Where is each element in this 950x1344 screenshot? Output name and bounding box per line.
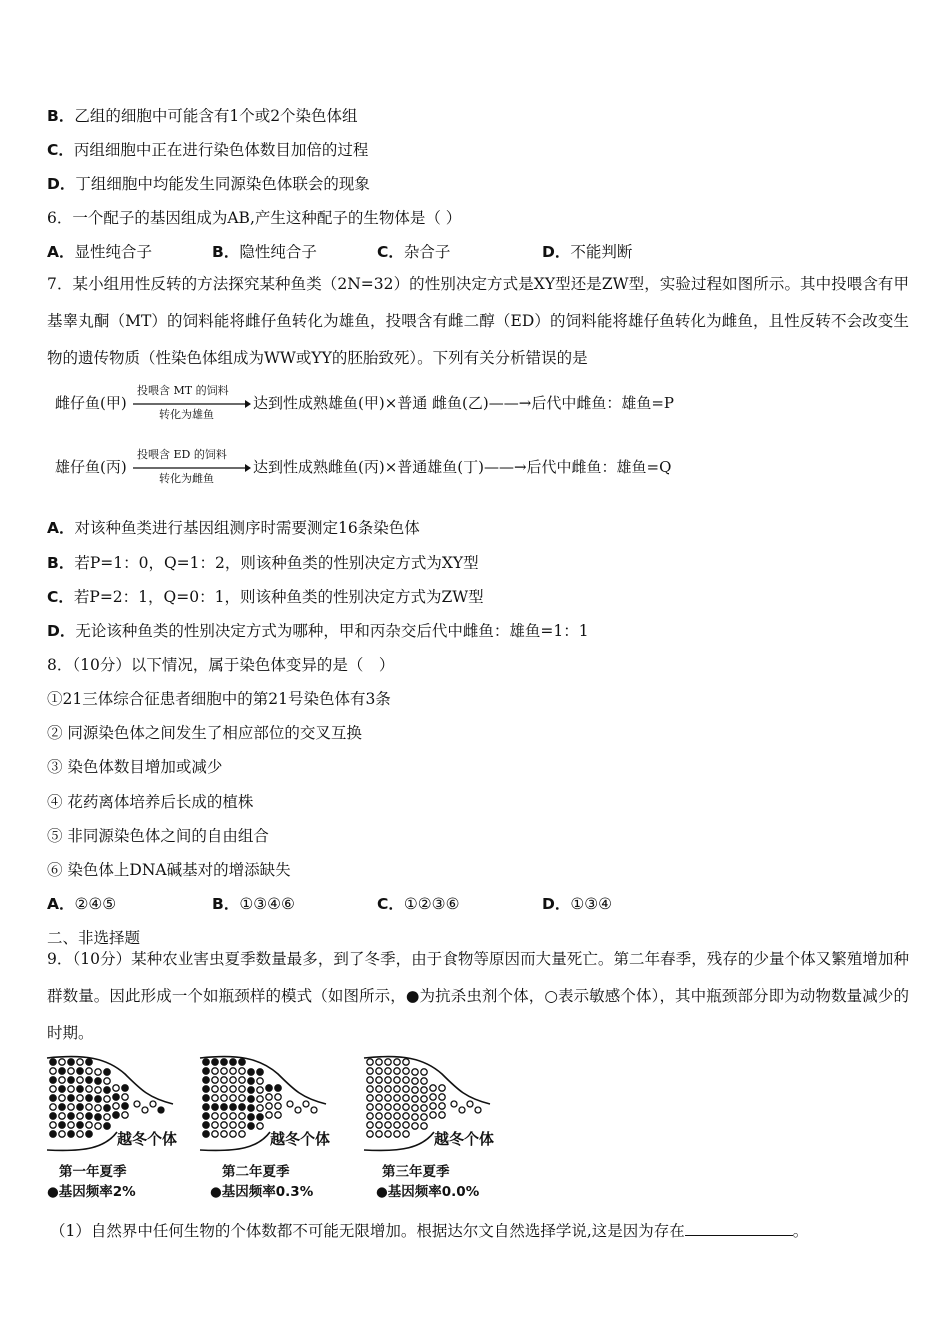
resistant-individual [59,1086,65,1092]
sensitive-individual [430,1085,436,1091]
sensitive-individual [275,1103,281,1109]
sensitive-individual [59,1131,65,1137]
resistant-individual [86,1059,92,1065]
sensitive-individual [385,1095,391,1101]
sensitive-individual [221,1086,227,1092]
sensitive-individual [77,1077,83,1083]
surviving-individual [303,1101,309,1107]
sensitive-individual [421,1096,427,1102]
answer-blank[interactable] [685,1223,793,1236]
sensitive-individual [59,1059,65,1065]
resistant-individual [248,1078,254,1084]
resistant-individual [203,1059,209,1065]
sensitive-individual [212,1095,218,1101]
sensitive-individual [394,1086,400,1092]
sensitive-individual [95,1069,101,1075]
resistant-individual [50,1095,56,1101]
resistant-individual [203,1122,209,1128]
sensitive-individual [412,1069,418,1075]
sensitive-individual [113,1085,119,1091]
q6-option-c: C．杂合子 [377,243,451,261]
sensitive-individual [77,1095,83,1101]
sensitive-individual [376,1113,382,1119]
q8-option-d: D．①③④ [542,895,613,913]
resistant-individual [86,1095,92,1101]
sensitive-individual [394,1104,400,1110]
sensitive-individual [367,1077,373,1083]
sensitive-individual [376,1131,382,1137]
q7-stem: 7．某小组用性反转的方法探究某种鱼类（2N=32）的性别决定方式是XY型还是ZW型，实验过程如图所示。其中投喂含有甲基睾丸酮（MT）的饲料能将雌仔鱼转化为雄鱼，投喂含有雌二醇（ED）的饲料能将雄仔鱼转化为雌鱼，且性反转不会改变生物的遗传物质（性染色体组成为WW或YY的胚胎致死）。下列有关分析错误的是 [47,275,909,367]
q7-flow-2: 雄仔鱼(丙) 投喂含 ED 的饲料 转化为雌鱼 达到性成熟雌鱼(丙)×普通雄鱼(丁)——→后代中雌鱼：雄鱼=Q [55,448,672,485]
sensitive-individual [367,1122,373,1128]
resistant-individual [203,1077,209,1083]
resistant-individual [77,1104,83,1110]
sensitive-individual [394,1077,400,1083]
resistant-individual [239,1104,245,1110]
sensitive-individual [385,1131,391,1137]
q6-option-a: A．显性纯合子 [47,243,153,261]
sensitive-individual [421,1123,427,1129]
resistant-individual [203,1131,209,1137]
sensitive-individual [266,1103,272,1109]
resistant-individual [257,1114,263,1120]
sensitive-individual [403,1113,409,1119]
q6-option-b: B．隐性纯合子 [212,243,317,261]
sensitive-individual [95,1105,101,1111]
sensitive-individual [113,1103,119,1109]
sensitive-individual [367,1104,373,1110]
sensitive-individual [221,1122,227,1128]
bottleneck-figure-3: 越冬个体 第三年夏季 ●基因频率0.0% [362,1052,512,1158]
sensitive-individual [104,1114,110,1120]
sensitive-individual [421,1114,427,1120]
q7-option-a: A．对该种鱼类进行基因组测序时需要测定16条染色体 [47,519,420,537]
resistant-individual [68,1113,74,1119]
sensitive-individual [239,1122,245,1128]
resistant-individual [248,1123,254,1129]
sensitive-individual [376,1095,382,1101]
q8-option-c: C．①②③⑥ [377,895,460,913]
resistant-individual [95,1114,101,1120]
sensitive-individual [50,1104,56,1110]
resistant-individual [86,1131,92,1137]
resistant-individual [122,1085,128,1091]
resistant-individual [68,1059,74,1065]
sensitive-individual [59,1113,65,1119]
sensitive-individual [376,1077,382,1083]
resistant-individual [95,1078,101,1084]
resistant-individual [230,1059,236,1065]
resistant-individual [50,1131,56,1137]
sensitive-individual [68,1068,74,1074]
q7-option-c: C．若P=2：1，Q=0：1，则该种鱼类的性别决定方式为ZW型 [47,588,484,606]
sensitive-individual [403,1086,409,1092]
sensitive-individual [59,1095,65,1101]
surviving-individual [467,1101,473,1107]
q7-option-b: B．若P=1：0，Q=1：2，则该种鱼类的性别决定方式为XY型 [47,554,479,572]
sensitive-individual [394,1113,400,1119]
sensitive-individual [104,1096,110,1102]
sensitive-individual [394,1068,400,1074]
surviving-individual [475,1107,481,1113]
sensitive-individual [266,1112,272,1118]
section-heading: 二、非选择题 [47,929,141,947]
sensitive-individual [230,1086,236,1092]
sensitive-individual [412,1096,418,1102]
sensitive-individual [104,1078,110,1084]
resistant-individual [50,1077,56,1083]
resistant-individual [221,1059,227,1065]
sensitive-individual [50,1068,56,1074]
sensitive-individual [412,1114,418,1120]
sensitive-individual [212,1122,218,1128]
sensitive-individual [239,1068,245,1074]
resistant-individual [122,1103,128,1109]
resistant-individual [95,1096,101,1102]
sensitive-individual [230,1122,236,1128]
resistant-individual [266,1085,272,1091]
q8-item-1: ①21三体综合征患者细胞中的第21号染色体有3条 [47,690,391,708]
sensitive-individual [376,1059,382,1065]
sensitive-individual [439,1094,445,1100]
surviving-individual [311,1107,317,1113]
sensitive-individual [430,1094,436,1100]
resistant-individual [203,1086,209,1092]
sensitive-individual [367,1059,373,1065]
sensitive-individual [230,1131,236,1137]
sensitive-individual [77,1059,83,1065]
resistant-individual [59,1122,65,1128]
resistant-individual [59,1068,65,1074]
resistant-individual [68,1131,74,1137]
sensitive-individual [50,1086,56,1092]
surviving-individual [451,1101,457,1107]
sensitive-individual [50,1122,56,1128]
resistant-individual [221,1104,227,1110]
surviving-individual [134,1101,140,1107]
sensitive-individual [403,1068,409,1074]
sensitive-individual [221,1113,227,1119]
sensitive-individual [95,1123,101,1129]
resistant-individual [50,1113,56,1119]
sensitive-individual [394,1059,400,1065]
resistant-individual [104,1123,110,1129]
sensitive-individual [421,1087,427,1093]
resistant-individual [248,1087,254,1093]
sensitive-individual [367,1068,373,1074]
resistant-individual [248,1105,254,1111]
sensitive-individual [275,1094,281,1100]
sensitive-individual [86,1086,92,1092]
resistant-individual [248,1096,254,1102]
sensitive-individual [385,1059,391,1065]
sensitive-individual [122,1094,128,1100]
sensitive-individual [430,1103,436,1109]
sensitive-individual [239,1113,245,1119]
sensitive-individual [257,1087,263,1093]
sensitive-individual [122,1112,128,1118]
q8-item-2: ② 同源染色体之间发生了相应部位的交叉互换 [47,724,362,742]
q9-sub1: （1）自然界中任何生物的个体数都不可能无限增加。根据达尔文自然选择学说,这是因为存在 。 [50,1222,809,1240]
resistant-individual [203,1113,209,1119]
sensitive-individual [439,1085,445,1091]
surviving-individual [142,1107,148,1113]
sensitive-individual [394,1131,400,1137]
sensitive-individual [230,1095,236,1101]
resistant-individual [275,1085,281,1091]
sensitive-individual [239,1086,245,1092]
sensitive-individual [376,1104,382,1110]
sensitive-individual [68,1122,74,1128]
q6-option-d: D．不能判断 [542,243,633,261]
surviving-individual [459,1107,465,1113]
resistant-individual [113,1112,119,1118]
sensitive-individual [77,1113,83,1119]
sensitive-individual [412,1123,418,1129]
resistant-individual [113,1094,119,1100]
sensitive-individual [367,1113,373,1119]
resistant-individual [248,1114,254,1120]
sensitive-individual [86,1068,92,1074]
sensitive-individual [257,1096,263,1102]
sensitive-individual [439,1112,445,1118]
bottleneck-figure-2: 越冬个体 第二年夏季 ●基因频率0.3% [198,1052,348,1158]
q5-option-d: D．丁组细胞中均能发生同源染色体联会的现象 [47,175,370,193]
sensitive-individual [385,1077,391,1083]
sensitive-individual [266,1094,272,1100]
sensitive-individual [212,1131,218,1137]
sensitive-individual [385,1122,391,1128]
sensitive-individual [376,1068,382,1074]
q6-stem: 6．一个配子的基因组成为AB,产生这种配子的生物体是（ ） [47,209,462,227]
sensitive-individual [403,1104,409,1110]
resistant-individual [212,1104,218,1110]
sensitive-individual [221,1095,227,1101]
q7-option-d: D．无论该种鱼类的性别决定方式为哪种，甲和丙杂交后代中雌鱼：雄鱼=1：1 [47,622,589,640]
surviving-individual [150,1101,156,1107]
sensitive-individual [421,1105,427,1111]
sensitive-individual [212,1077,218,1083]
sensitive-individual [394,1095,400,1101]
sensitive-individual [412,1078,418,1084]
sensitive-individual [212,1068,218,1074]
sensitive-individual [230,1068,236,1074]
sensitive-individual [275,1112,281,1118]
resistant-individual [203,1095,209,1101]
sensitive-individual [230,1077,236,1083]
resistant-individual [77,1068,83,1074]
sensitive-individual [385,1104,391,1110]
sensitive-individual [421,1069,427,1075]
bottleneck-figure-1: 越冬个体 第一年夏季 ●基因频率2% [45,1052,195,1158]
sensitive-individual [412,1105,418,1111]
resistant-individual [257,1069,263,1075]
q8-item-3: ③ 染色体数目增加或减少 [47,758,223,776]
sensitive-individual [221,1131,227,1137]
sensitive-individual [403,1095,409,1101]
sensitive-individual [257,1105,263,1111]
sensitive-individual [403,1122,409,1128]
sensitive-individual [212,1113,218,1119]
resistant-individual [86,1113,92,1119]
sensitive-individual [230,1113,236,1119]
resistant-individual [86,1077,92,1083]
resistant-individual [104,1069,110,1075]
q7-flow-1: 雌仔鱼(甲) 投喂含 MT 的饲料 转化为雄鱼 达到性成熟雄鱼(甲)×普通 雌鱼(乙)——→后代中雌鱼：雄鱼=P [55,384,674,421]
resistant-individual [239,1059,245,1065]
sensitive-individual [439,1103,445,1109]
sensitive-individual [221,1068,227,1074]
resistant-individual [203,1104,209,1110]
surviving-individual [287,1101,293,1107]
surviving-individual [295,1107,301,1113]
sensitive-individual [376,1122,382,1128]
sensitive-individual [412,1087,418,1093]
resistant-individual [68,1077,74,1083]
resistant-individual [104,1105,110,1111]
resistant-individual [203,1068,209,1074]
sensitive-individual [403,1131,409,1137]
sensitive-individual [385,1068,391,1074]
resistant-individual [248,1069,254,1075]
sensitive-individual [239,1131,245,1137]
sensitive-individual [68,1104,74,1110]
q8-stem: 8．（10分）以下情况，属于染色体变异的是（ ） [47,656,395,674]
sensitive-individual [376,1086,382,1092]
q9-stem: 9．（10分）某种农业害虫夏季数量最多，到了冬季，由于食物等原因而大量死亡。第二年春季，残存的少量个体又繁殖增加种群数量。因此形成一个如瓶颈样的模式（如图所示，●为抗杀虫剂个体，○表示敏感个体），其中瓶颈部分即为动物数量减少的时期。 [47,950,909,1042]
resistant-individual [59,1104,65,1110]
surviving-individual [158,1107,164,1113]
sensitive-individual [367,1131,373,1137]
sensitive-individual [385,1086,391,1092]
q8-option-b: B．①③④⑥ [212,895,295,913]
sensitive-individual [221,1077,227,1083]
sensitive-individual [394,1122,400,1128]
sensitive-individual [239,1095,245,1101]
sensitive-individual [367,1086,373,1092]
sensitive-individual [77,1131,83,1137]
sensitive-individual [59,1077,65,1083]
resistant-individual [50,1059,56,1065]
q8-item-6: ⑥ 染色体上DNA碱基对的增添缺失 [47,861,291,879]
resistant-individual [104,1087,110,1093]
sensitive-individual [86,1122,92,1128]
sensitive-individual [212,1086,218,1092]
resistant-individual [68,1095,74,1101]
q5-option-c: C．丙组细胞中正在进行染色体数目加倍的过程 [47,141,369,159]
sensitive-individual [367,1095,373,1101]
q8-item-5: ⑤ 非同源染色体之间的自由组合 [47,827,269,845]
resistant-individual [77,1122,83,1128]
sensitive-individual [86,1104,92,1110]
q5-option-b: B．乙组的细胞中可能含有1个或2个染色体组 [47,107,358,125]
resistant-individual [77,1086,83,1092]
sensitive-individual [430,1112,436,1118]
sensitive-individual [385,1113,391,1119]
q8-option-a: A．②④⑤ [47,895,117,913]
resistant-individual [212,1059,218,1065]
sensitive-individual [68,1086,74,1092]
sensitive-individual [403,1059,409,1065]
resistant-individual [230,1104,236,1110]
sensitive-individual [403,1077,409,1083]
sensitive-individual [239,1077,245,1083]
sensitive-individual [421,1078,427,1084]
sensitive-individual [257,1078,263,1084]
q8-item-4: ④ 花药离体培养后长成的植株 [47,793,254,811]
sensitive-individual [95,1087,101,1093]
sensitive-individual [257,1123,263,1129]
